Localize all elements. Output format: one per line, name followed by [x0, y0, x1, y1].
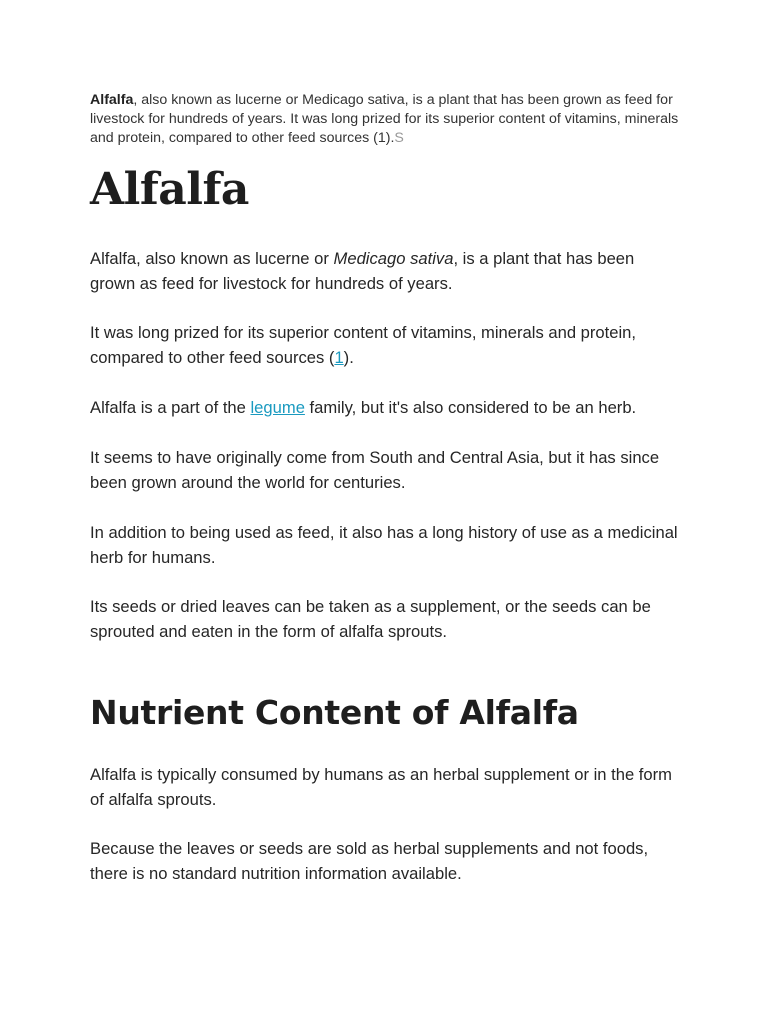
- paragraph-text: , is a plant that has been grown as feed for livestock for hundreds of years.: [90, 249, 635, 293]
- paragraph-consumption: Alfalfa is typically consumed by humans as an herbal supplement or in the form of alfalfa sprouts.: [90, 765, 672, 809]
- paragraph-text: Alfalfa is a part of the: [90, 398, 251, 417]
- paragraph-text: Alfalfa, also known as lucerne or: [90, 249, 334, 268]
- paragraph-medicinal: In addition to being used as feed, it also has a long history of use as a medicinal herb for humans.: [90, 523, 678, 567]
- paragraph-text: family, but it's also considered to be an herb.: [304, 398, 637, 417]
- intro-bold-term: Alfalfa: [90, 92, 134, 108]
- paragraph-nutrition-history: [90, 320, 680, 370]
- paragraph-origin: It seems to have originally come from South and Central Asia, but it has since been grown around the world for centuries.: [90, 448, 660, 492]
- paragraph-text: It was long prized for its superior content of vitamins, minerals and protein, compared to other feed sources (: [90, 323, 637, 367]
- citation-link-1[interactable]: 1: [334, 348, 344, 367]
- paragraph-text: ).: [343, 348, 354, 367]
- paragraph-nutrition-info: Because the leaves or seeds are sold as herbal supplements and not foods, there is no standard nutrition information available.: [90, 839, 649, 883]
- intro-trailing-char: S: [394, 130, 404, 146]
- paragraph-legume: [90, 395, 680, 420]
- legume-link[interactable]: legume: [250, 398, 305, 417]
- paragraph-definition: [90, 246, 680, 296]
- section-heading-nutrient-content: Nutrient Content of Alfalfa: [90, 693, 579, 732]
- intro-summary: [90, 91, 680, 148]
- scientific-name: Medicago sativa: [333, 249, 454, 268]
- page-title: Alfalfa: [90, 164, 249, 215]
- intro-text: , also known as lucerne or Medicago sativa, is a plant that has been grown as feed for livestock for hundreds of years. It was long prized for its superior content of vitamins, minerals and protein, compared to other feed sources (1).: [90, 92, 679, 146]
- paragraph-supplement: Its seeds or dried leaves can be taken as a supplement, or the seeds can be sprouted and eaten in the form of alfalfa sprouts.: [90, 597, 651, 641]
